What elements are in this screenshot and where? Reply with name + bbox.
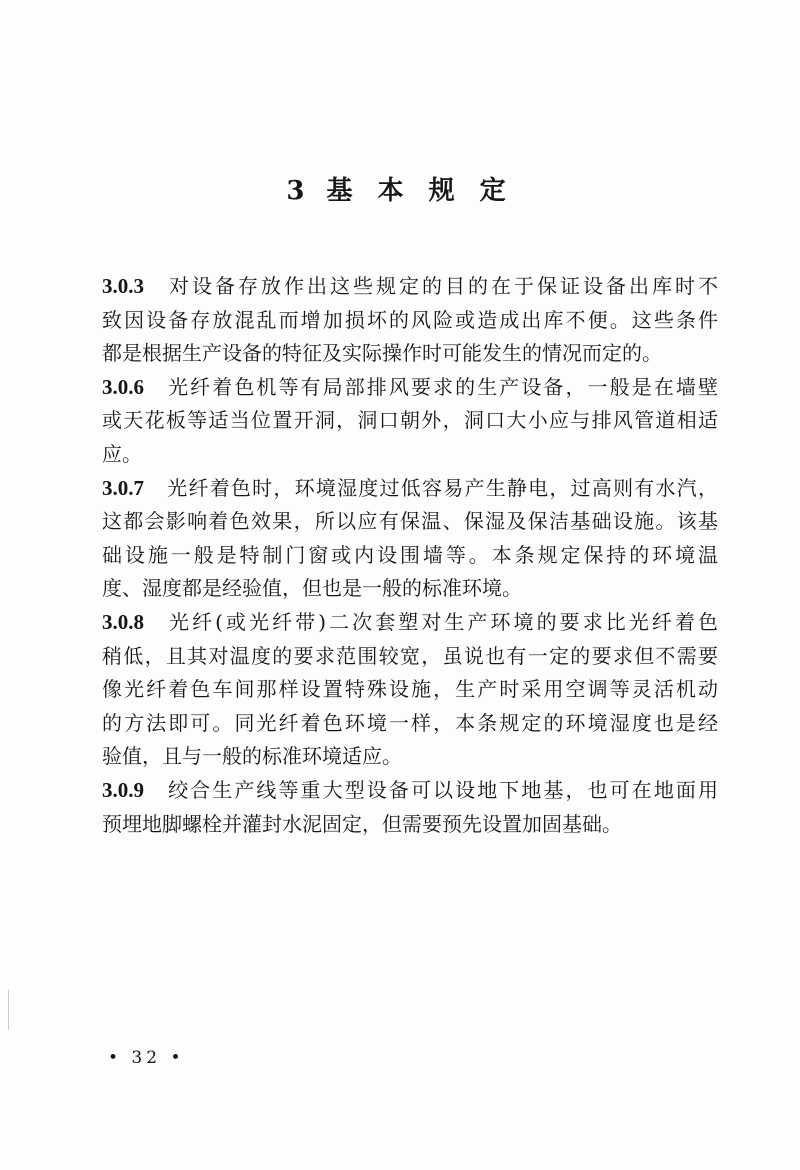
chapter-number: 3	[286, 176, 313, 206]
text-line	[102, 337, 718, 371]
line-text: 础设施一般是特制门窗或内设围墙等。本条规定保持的环境温	[102, 542, 718, 567]
line-text: 预埋地脚螺栓并灌封水泥固定，但需要预先设置加固基础。	[102, 811, 622, 836]
text-line	[102, 774, 718, 808]
text-line	[102, 640, 718, 674]
line-text: 稍低，且其对温度的要求范围较宽，虽说也有一定的要求但不需要	[102, 643, 718, 668]
text-line	[102, 707, 718, 741]
chapter-title-text: 基 本 规 定	[326, 176, 514, 206]
text-line	[102, 740, 718, 774]
text-line	[102, 673, 718, 707]
page-number: • 32 •	[108, 1048, 185, 1068]
line-text: 或天花板等适当位置开洞，洞口朝外，洞口大小应与排风管道相适	[102, 408, 718, 433]
line-text: 都是根据生产设备的特征及实际操作时可能发生的情况而定的。	[102, 341, 662, 366]
line-text: 像光纤着色车间那样设置特殊设施，生产时采用空调等灵活机动	[102, 677, 718, 702]
text-line	[102, 808, 718, 842]
clause-number: 3.0.9	[102, 777, 144, 802]
clause-number: 3.0.8	[102, 609, 144, 634]
text-line	[102, 472, 718, 506]
line-text: 应。	[102, 441, 142, 466]
clause-number: 3.0.7	[102, 475, 144, 500]
clause-number: 3.0.6	[102, 374, 144, 399]
line-text: 验值，且与一般的标准环境适应。	[102, 744, 402, 769]
text-line	[102, 404, 718, 438]
document-body	[102, 270, 718, 841]
text-line	[102, 505, 718, 539]
text-line	[102, 539, 718, 573]
line-text: 光纤(或光纤带)二次套塑对生产环境的要求比光纤着色	[166, 609, 718, 634]
line-text: 光纤着色时，环境湿度过低容易产生静电，过高则有水汽，	[166, 475, 718, 500]
line-text: 这都会影响着色效果，所以应有保温、保湿及保洁基础设施。该基	[102, 509, 718, 534]
line-text: 对设备存放作出这些规定的目的在于保证设备出库时不	[166, 274, 718, 298]
line-text: 度、湿度都是经验值，但也是一般的标准环境。	[102, 576, 522, 601]
scan-edge-mark	[8, 990, 9, 1030]
line-text: 光纤着色机等有局部排风要求的生产设备，一般是在墙壁	[166, 374, 718, 399]
text-line	[102, 572, 718, 606]
text-line	[102, 270, 718, 304]
text-line	[102, 304, 718, 338]
line-text: 致因设备存放混乱而增加损坏的风险或造成出库不便。这些条件	[102, 307, 718, 332]
line-text: 的方法即可。同光纤着色环境一样，本条规定的环境湿度也是经	[102, 710, 718, 735]
text-line	[102, 606, 718, 640]
text-line	[102, 371, 718, 405]
clause-number: 3.0.3	[102, 274, 144, 298]
chapter-title	[0, 170, 800, 207]
text-line	[102, 438, 718, 472]
line-text: 绞合生产线等重大型设备可以设地下地基，也可在地面用	[166, 777, 718, 802]
